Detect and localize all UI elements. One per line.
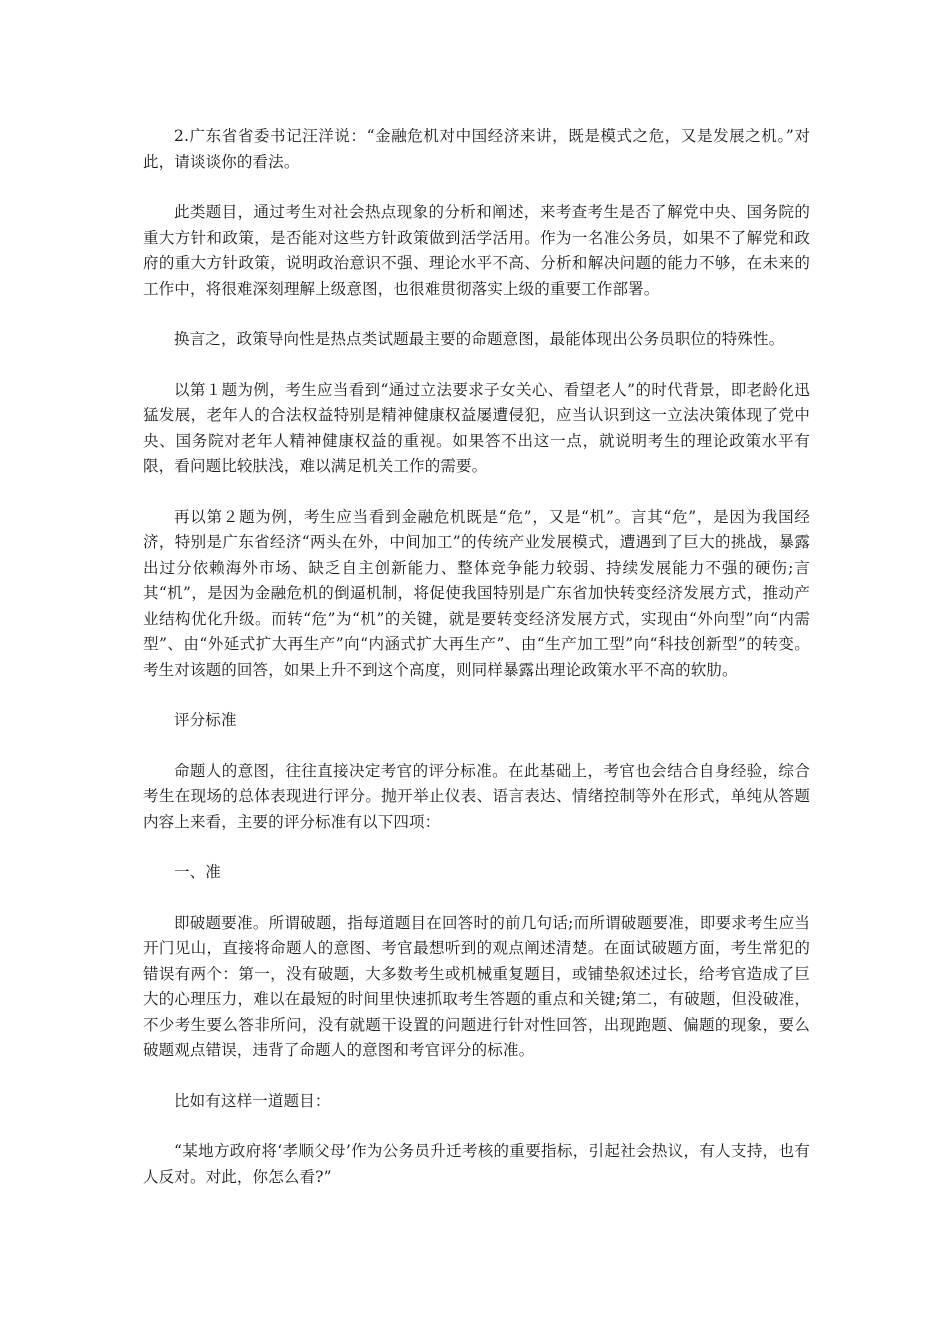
paragraph-accuracy: 即破题要准。所谓破题，指每道题目在回答时的前几句话;而所谓破题要准，即要求考生应当开门见山，直接将命题人的意图、考官最想听到的观点阐述清楚。在面试破题方面，考生常犯的错误有两个：第一，没有破题，大多数考生或机械重复题目，或铺垫叙述过长，给考官造成了巨大的心理压力，难以在最短的时间里快速抓取考生答题的重点和关键;第二，有破题，但没破准，不少考生要么答非所问，没有就题干设置的问题进行针对性回答，出现跑题、偏题的现象，要么破题观点错误，违背了命题人的意图和考官评分的标准。 xyxy=(143,913,810,1059)
paragraph-question-2: 2.广东省省委书记汪洋说：“金融危机对中国经济来讲，既是模式之危，又是发展之机。”对此，请谈谈你的看法。 xyxy=(143,127,810,171)
section-heading-accuracy: 一、准 xyxy=(174,863,221,881)
paragraph-example-2: 再以第２题为例，考生应当看到金融危机既是“危”，又是“机”。言其“危”，是因为我国经济，特别是广东省经济“两头在外，中间加工”的传统产业发展模式，遭遇到了巨大的挑战，暴露出过分依赖海外市场、缺乏自主创新能力、整体竞争能力较弱、持续发展能力不强的硬伤;言其“机”，是因为金融危机的倒逼机制，将促使我国特别是广东省加快转变经济发展方式，推动产业结构优化升级。而转“危”为“机”的关键，就是要转变经济发展方式，实现由“外向型”向“内需型”、由“外延式扩大再生产”向“内涵式扩大再生产”、由“生产加工型”向“科技创新型”的转变。考生对该题的回答，如果上升不到这个高度，则同样暴露出理论政策水平不高的软肋。 xyxy=(143,507,810,679)
paragraph-example-question: “某地方政府将‘孝顺父母’作为公务员升迁考核的重要指标，引起社会热议，有人支持，也有人反对。对此，你怎么看?” xyxy=(143,1142,810,1186)
document-body xyxy=(143,124,810,1215)
paragraph-example-1: 以第１题为例，考生应当看到“通过立法要求子女关心、看望老人”的时代背景，即老龄化迅猛发展，老年人的合法权益特别是精神健康权益屡遭侵犯，应当认识到这一立法决策体现了党中央、国务院对老年人精神健康权益的重视。如果答不出这一点，就说明考生的理论政策水平有限，看问题比较肤浅，难以满足机关工作的需要。 xyxy=(143,380,810,475)
paragraph-analysis: 此类题目，通过考生对社会热点现象的分析和阐述，来考查考生是否了解党中央、国务院的重大方针和政策，是否能对这些方针政策做到活学活用。作为一名准公务员，如果不了解党和政府的重大方针政策，说明政治意识不强、理论水平不高、分析和解决问题的能力不够，在未来的工作中，将很难深刻理解上级意图，也很难贯彻落实上级的重要工作部署。 xyxy=(143,203,810,298)
paragraph-scoring-intro: 命题人的意图，往往直接决定考官的评分标准。在此基础上，考官也会结合自身经验，综合考生在现场的总体表现进行评分。抛开举止仪表、语言表达、情绪控制等外在形式，单纯从答题内容上来看，主要的评分标准有以下四项： xyxy=(143,761,810,831)
paragraph-summary: 换言之，政策导向性是热点类试题最主要的命题意图，最能体现出公务员职位的特殊性。 xyxy=(174,330,785,348)
paragraph-example-intro: 比如有这样一道题目： xyxy=(174,1091,331,1110)
section-heading-scoring: 评分标准 xyxy=(174,711,237,729)
